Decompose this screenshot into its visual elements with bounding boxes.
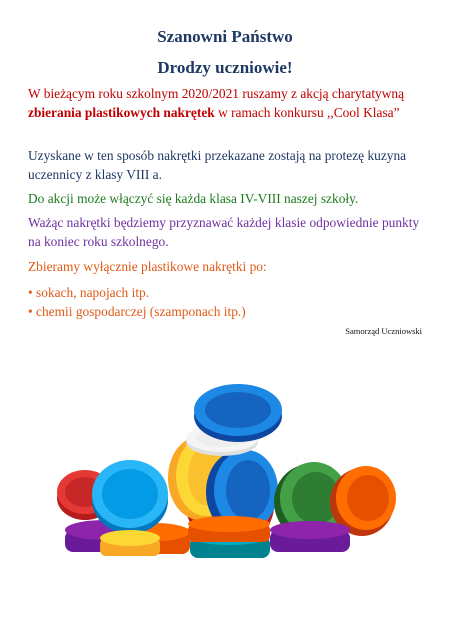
cap-purple-right <box>270 521 350 552</box>
heading-greeting: Szanowni Państwo <box>157 27 293 46</box>
cap-orange-stack <box>188 516 270 542</box>
participation-paragraph: Do akcji może włączyć się każda klasa IV-VIII naszej szkoły. <box>28 191 359 206</box>
list-item: • sokach, napojach itp. <box>28 285 150 300</box>
heading-students: Drodzy uczniowie! <box>157 58 293 77</box>
signature: Samorząd Uczniowski <box>345 326 422 336</box>
purpose-paragraph: Uzyskane w ten sposób nakrętki przekazane zostają na protezę kuzyna uczennicy z klasy VIII a. <box>28 148 407 182</box>
cap-blue-top <box>194 384 282 442</box>
points-paragraph: Ważąc nakrętki będziemy przyznawać każdej klasie odpowiednie punkty na koniec roku szkolnego. <box>28 215 420 249</box>
bottle-caps-image <box>0 380 450 580</box>
intro-text-start: W bieżącym roku szkolnym 2020/2021 ruszamy z akcją charytatywną <box>28 86 405 101</box>
cap-cyan-left <box>92 460 168 534</box>
list-item: • chemii gospodarczej (szamponach itp.) <box>28 304 246 319</box>
intro-text-bold: zbierania plastikowych nakrętek <box>28 105 215 120</box>
cap-yellow-left <box>100 530 160 556</box>
intro-paragraph <box>28 84 428 122</box>
collect-paragraph: Zbieramy wyłącznie plastikowe nakrętki po: <box>28 259 267 274</box>
intro-text-end: w ramach konkursu ,,Cool Klasa” <box>214 105 400 120</box>
collect-list <box>28 283 428 321</box>
